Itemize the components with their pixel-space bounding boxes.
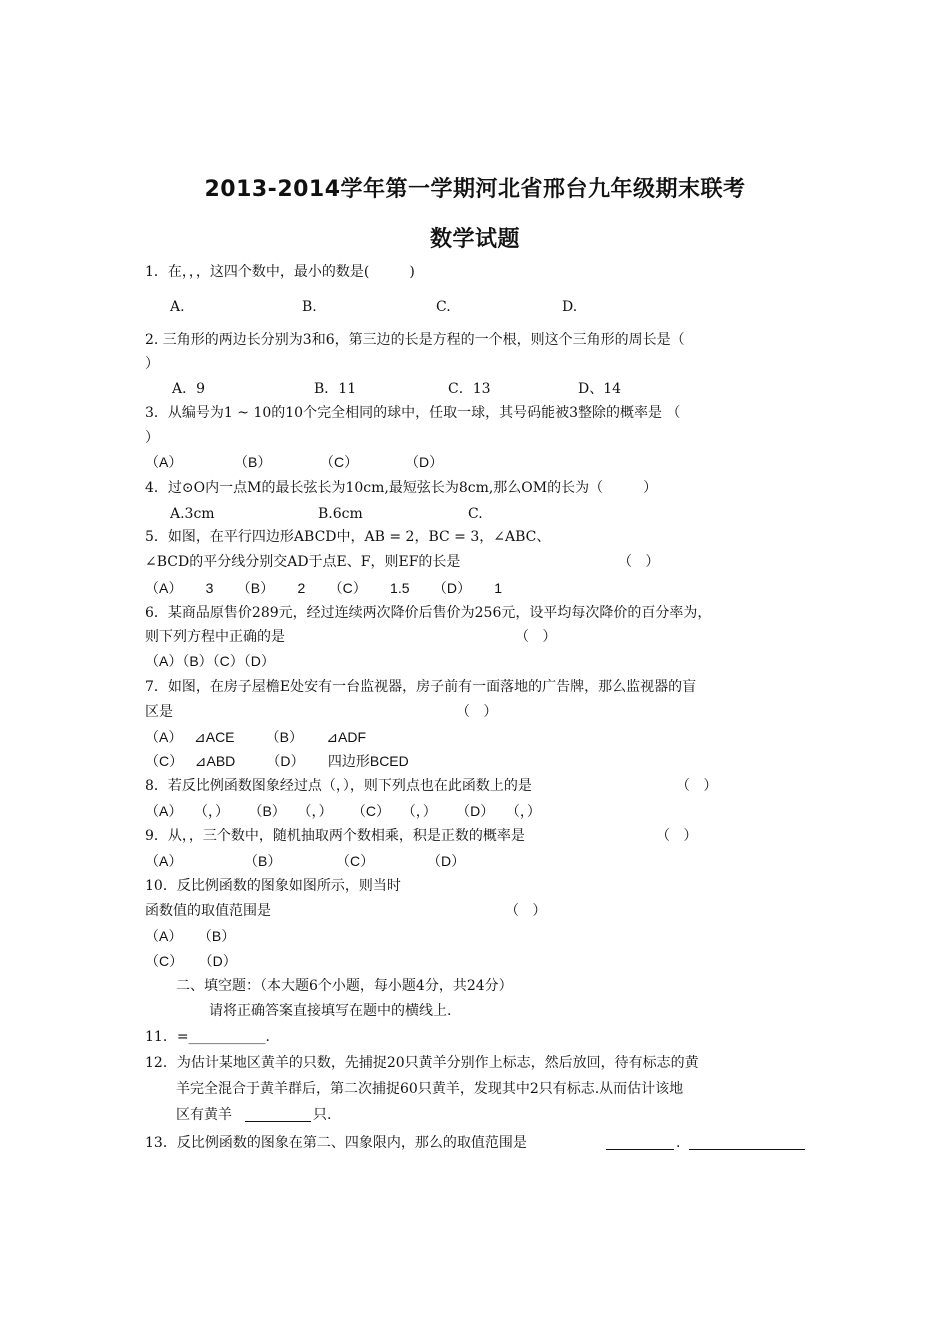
question-13: 13．反比例函数的图象在第二、四象限内，那么的取值范围是: [145, 1135, 527, 1151]
question-7: 7．如图，在房子屋檐E处安有一台监视器，房子前有一面落地的广告牌，那么监视器的盲: [145, 679, 697, 695]
question-4: 4．过⊙O内一点M的最长弦长为10cm,最短弦长为8cm,那么OM的长为（ ）: [145, 480, 658, 496]
question-2-cont: ）: [145, 356, 159, 372]
question-12-cont: 羊完全混合于黄羊群后，第二次捕捉60只黄羊，发现其中2只有标志.从而估计该地: [176, 1081, 684, 1097]
question-8: 8．若反比例函数图象经过点（，），则下列点也在此函数上的是: [145, 778, 532, 794]
q5-options: （A） 3 （B） 2 （C） 1.5 （D） 1: [145, 580, 503, 596]
q2-option-b: B．11: [314, 381, 357, 397]
q1-option-a: A.: [170, 299, 185, 315]
q5-answer-bracket: （ ）: [618, 554, 660, 570]
question-10-cont: 函数值的取值范围是: [145, 903, 271, 919]
q9-option-a: （A）: [145, 853, 183, 869]
question-12-cont2: 区有黄羊: [176, 1107, 232, 1123]
question-11: 11．=___________.: [145, 1029, 270, 1045]
q3-option-a: （A）: [145, 454, 183, 470]
q8-answer-bracket: （ ）: [676, 778, 718, 794]
question-5-cont: ∠BCD的平分线分别交AD于点E、F，则EF的长是: [145, 554, 461, 570]
q2-option-a: A．9: [172, 381, 206, 397]
q10-answer-bracket: （ ）: [505, 903, 547, 919]
question-6: 6．某商品原售价289元，经过连续两次降价后售价为256元，设平均每次降价的百分率为，: [145, 605, 712, 621]
question-7-cont: 区是: [145, 704, 173, 720]
question-6-cont: 则下列方程中正确的是: [145, 629, 285, 645]
page-subtitle: 数学试题: [429, 227, 520, 252]
q13-trailing-underline: [689, 1133, 805, 1150]
q13-answer-blank: [606, 1133, 674, 1150]
q2-option-c: C．13: [448, 381, 491, 397]
question-12-end: 只.: [313, 1107, 332, 1123]
section-2-instruction: 请将正确答案直接填写在题中的横线上.: [209, 1003, 452, 1019]
q12-answer-blank: [245, 1105, 311, 1122]
q3-option-b: （B）: [234, 454, 272, 470]
question-2: 2. 三角形的两边长分别为3和6，第三边的长是方程的一个根，则这个三角形的周长是（: [145, 332, 685, 348]
q9-option-d: （D）: [427, 853, 466, 869]
section-2-heading: 二、填空题：（本大题6个小题，每小题4分，共24分）: [176, 978, 513, 994]
q6-options: （A）（B）（C）（D）: [145, 653, 275, 669]
question-12: 12．为估计某地区黄羊的只数，先捕捉20只黄羊分别作上标志，然后放回，待有标志的黄: [145, 1055, 699, 1071]
q8-options: （A） （，） （B） （，） （C） （，） （D） （，）: [145, 803, 541, 819]
q7-options-ab: （A） ⊿ACE （B） ⊿ADF: [145, 729, 367, 745]
q3-option-c: （C）: [320, 454, 359, 470]
q7-answer-bracket: （ ）: [456, 704, 498, 720]
q4-option-b: B.6cm: [318, 506, 363, 522]
q10-options-cd: （C） （D）: [145, 953, 237, 969]
question-9: 9．从，，三个数中，随机抽取两个数相乘，积是正数的概率是: [145, 828, 525, 844]
q1-option-b: B.: [302, 299, 317, 315]
q2-option-d: D、14: [578, 381, 622, 397]
question-3: 3．从编号为1 ~ 10的10个完全相同的球中，任取一球，其号码能被3整除的概率是 （: [145, 405, 681, 421]
question-3-cont: ）: [145, 430, 159, 446]
q1-option-c: C.: [436, 299, 451, 315]
question-13-end: .: [676, 1135, 681, 1151]
page-title: 2013-2014学年第一学期河北省邢台九年级期末联考: [204, 177, 746, 202]
question-10: 10．反比例函数的图象如图所示，则当时: [145, 878, 401, 894]
q9-option-c: （C）: [336, 853, 375, 869]
q4-option-a: A.3cm: [170, 506, 215, 522]
q7-options-cd: （C） ⊿ABD （D） 四边形BCED: [145, 753, 409, 769]
question-1: 1．在，，，这四个数中，最小的数是( ): [145, 264, 415, 280]
q6-answer-bracket: （ ）: [515, 629, 557, 645]
q3-option-d: （D）: [405, 454, 444, 470]
question-5: 5．如图，在平行四边形ABCD中，AB = 2，BC = 3，∠ABC、: [145, 529, 551, 545]
q1-option-d: D.: [562, 299, 578, 315]
q9-answer-bracket: （ ）: [656, 828, 698, 844]
q9-option-b: （B）: [244, 853, 282, 869]
q10-options-ab: （A） （B）: [145, 928, 236, 944]
q4-option-c: C.: [468, 506, 483, 522]
